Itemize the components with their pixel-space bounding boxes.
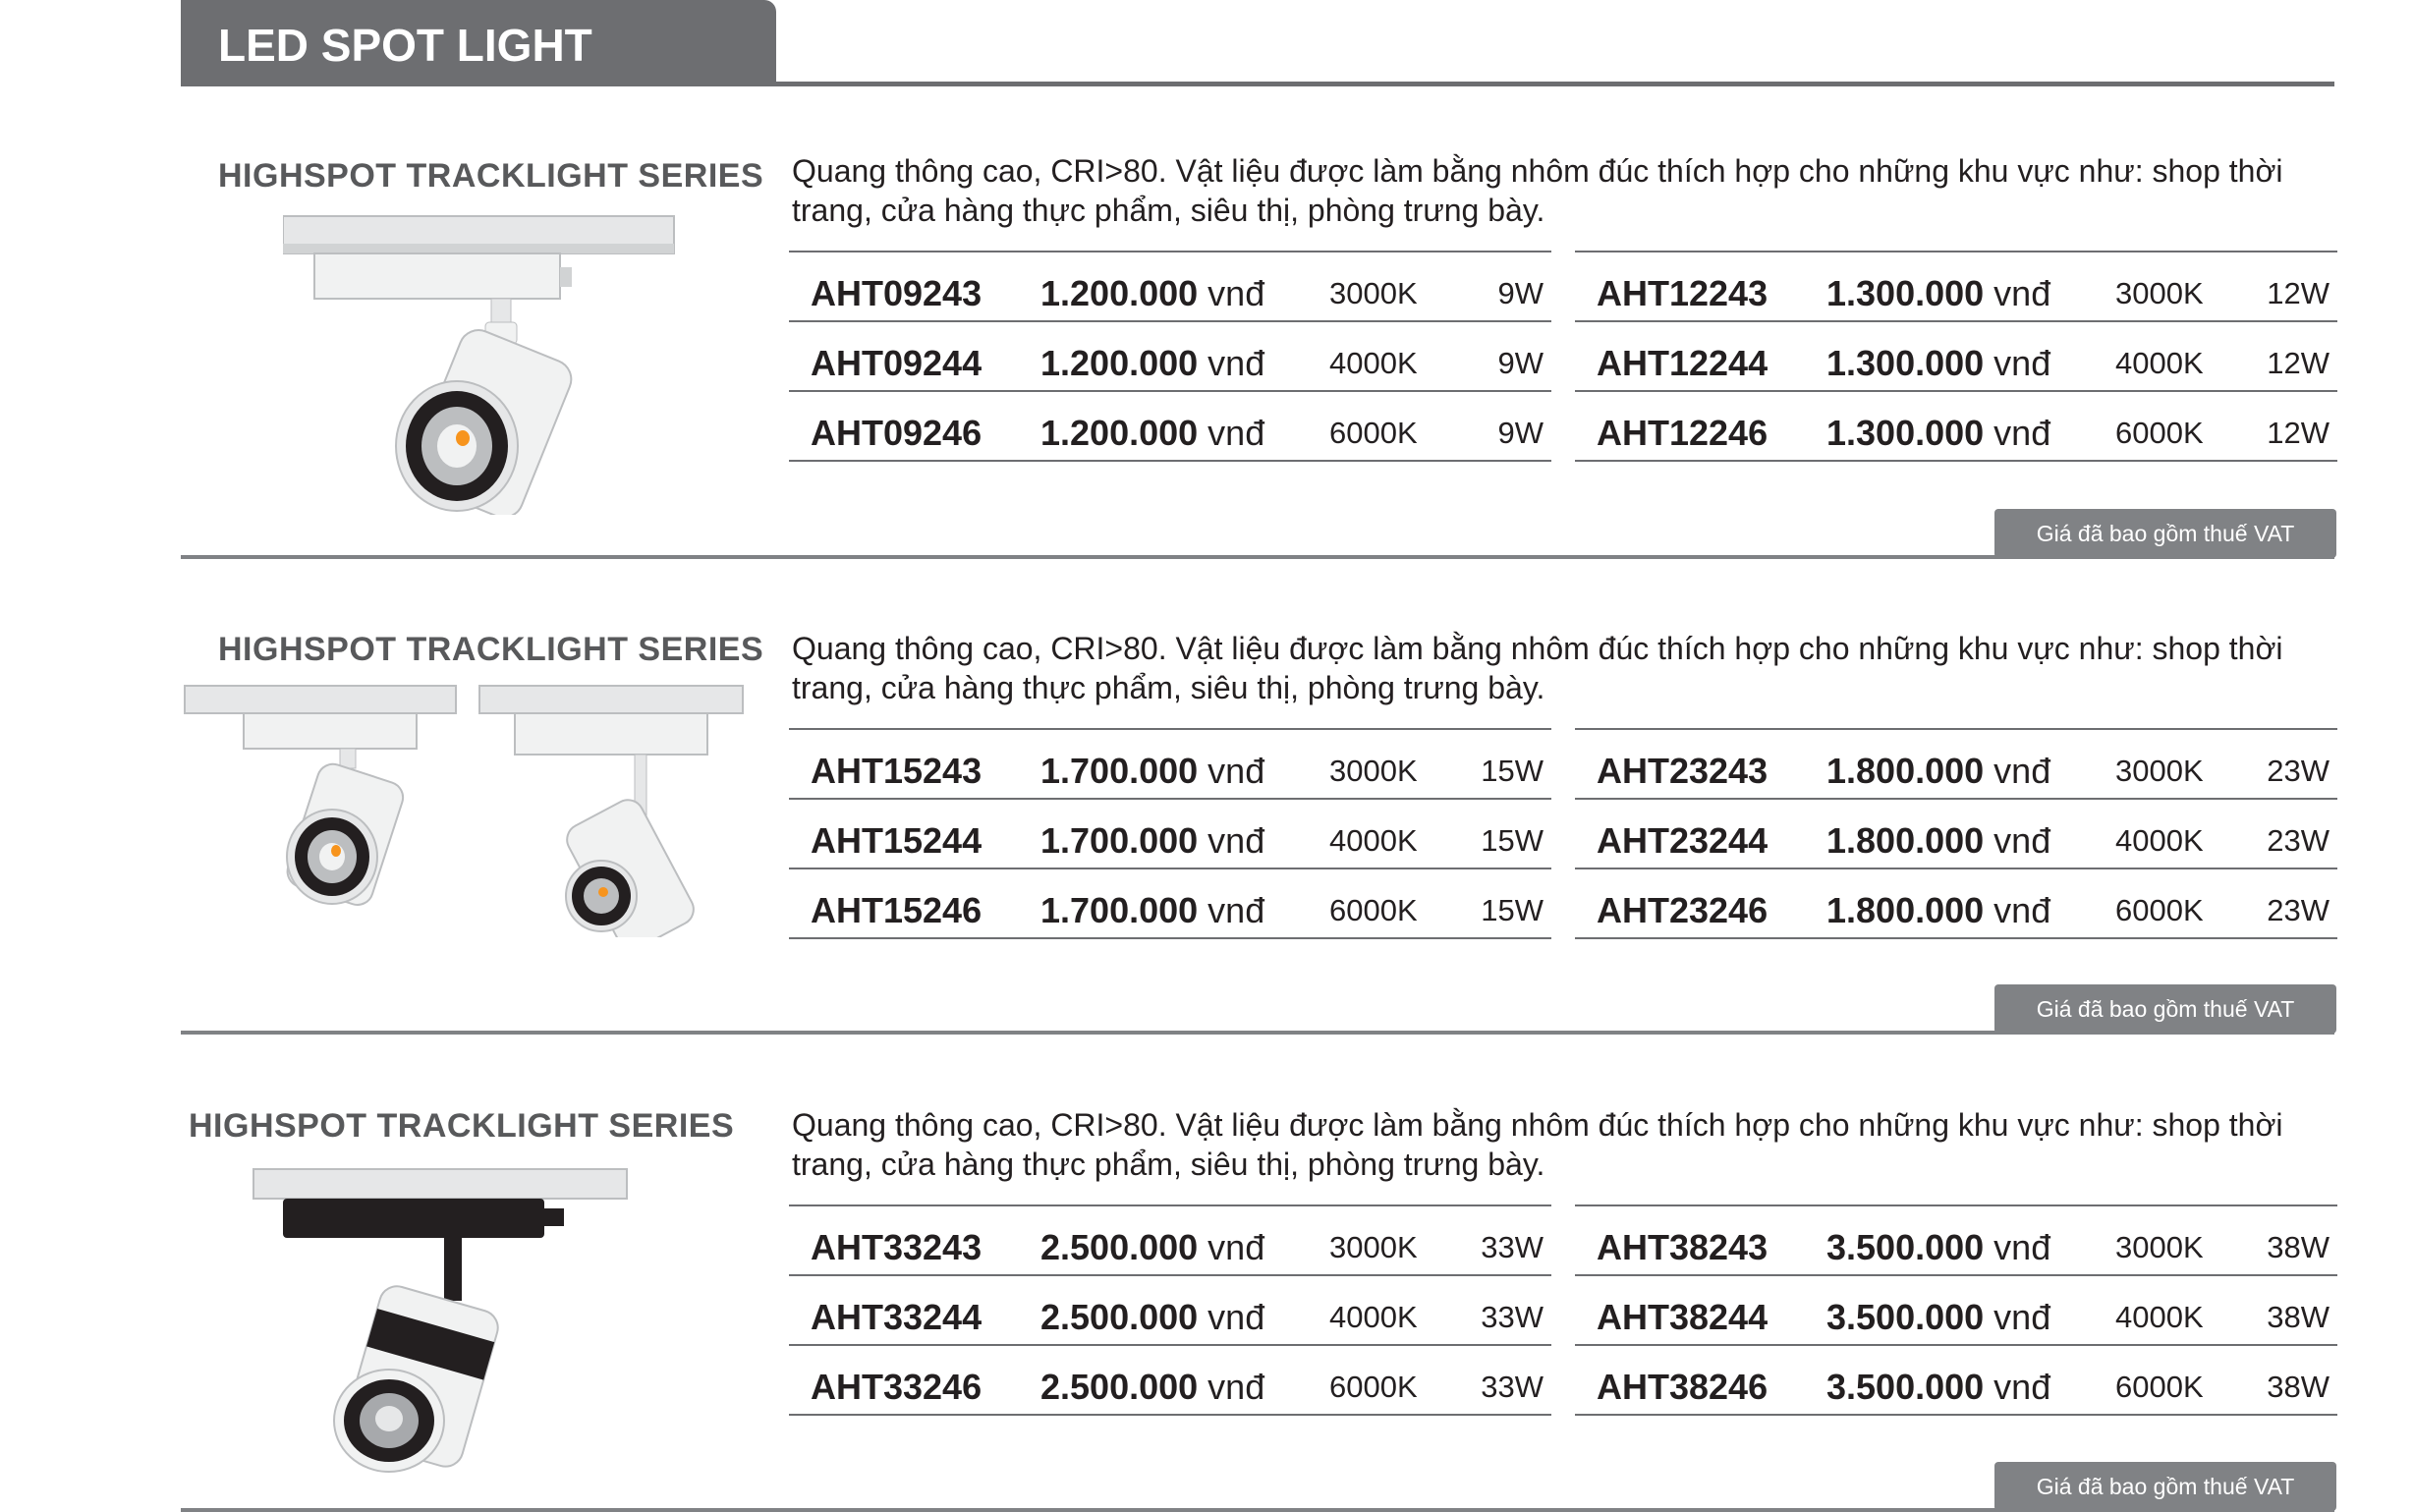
wattage: 38W — [2267, 1230, 2330, 1264]
white-tracklight-pair-image — [183, 682, 745, 937]
price-unit: vnđ — [1993, 890, 2051, 930]
color-temperature: 4000K — [1329, 823, 1418, 858]
product-price — [1826, 1227, 2050, 1268]
color-temperature: 6000K — [2115, 893, 2204, 927]
price-value: 1.200.000 — [1040, 273, 1199, 313]
color-temperature: 3000K — [1329, 754, 1418, 788]
section-divider — [181, 1031, 2334, 1035]
table-row — [789, 1346, 1551, 1416]
price-table-right — [1575, 728, 2337, 939]
color-temperature: 3000K — [2115, 754, 2204, 788]
series-description: Quang thông cao, CRI>80. Vật liệu được làm bằng nhôm đúc thích hợp cho những khu vực như: shop thời trang, cửa hàng thực phẩm, siêu thị, phòng trưng bày. — [792, 153, 2283, 228]
black-white-tracklight-image — [252, 1165, 631, 1476]
table-row — [1575, 1206, 2337, 1276]
price-value: 3.500.000 — [1826, 1367, 1985, 1407]
price-unit: vnđ — [1207, 1227, 1265, 1267]
product-price — [1040, 820, 1264, 862]
product-code: AHT23246 — [1597, 890, 1768, 930]
price-unit: vnđ — [1207, 1367, 1265, 1407]
price-value: 1.300.000 — [1826, 413, 1985, 453]
vat-note-badge: Giá đã bao gồm thuế VAT — [1994, 1462, 2336, 1511]
wattage: 15W — [1481, 754, 1544, 788]
price-unit: vnđ — [1207, 751, 1265, 791]
price-unit: vnđ — [1993, 343, 2051, 383]
color-temperature: 4000K — [1329, 346, 1418, 380]
wattage: 15W — [1481, 823, 1544, 858]
wattage: 9W — [1497, 276, 1544, 310]
color-temperature: 3000K — [1329, 1230, 1418, 1264]
table-row — [1575, 869, 2337, 939]
price-value: 1.700.000 — [1040, 820, 1199, 861]
price-value: 1.300.000 — [1826, 273, 1985, 313]
product-price — [1826, 820, 2050, 862]
wattage: 12W — [2267, 346, 2330, 380]
price-unit: vnđ — [1993, 1227, 2051, 1267]
series-title: HIGHSPOT TRACKLIGHT SERIES — [218, 631, 764, 668]
section-divider — [181, 1508, 2334, 1512]
color-temperature: 6000K — [1329, 1370, 1418, 1404]
product-code: AHT09246 — [811, 413, 982, 453]
color-temperature: 6000K — [2115, 1370, 2204, 1404]
table-row — [1575, 1276, 2337, 1346]
product-code: AHT33243 — [811, 1227, 982, 1267]
product-code: AHT38243 — [1597, 1227, 1768, 1267]
price-unit: vnđ — [1993, 751, 2051, 791]
product-code: AHT12243 — [1597, 273, 1768, 313]
wattage: 38W — [2267, 1370, 2330, 1404]
price-table-left — [789, 1204, 1551, 1416]
price-value: 1.800.000 — [1826, 751, 1985, 791]
product-price — [1826, 1297, 2050, 1338]
price-unit: vnđ — [1207, 890, 1265, 930]
wattage: 9W — [1497, 346, 1544, 380]
product-price — [1826, 890, 2050, 931]
section-divider — [181, 555, 2334, 559]
vat-note-badge: Giá đã bao gồm thuế VAT — [1994, 509, 2336, 558]
price-unit: vnđ — [1993, 273, 2051, 313]
wattage: 15W — [1481, 893, 1544, 927]
table-row — [789, 730, 1551, 800]
vat-note-badge: Giá đã bao gồm thuế VAT — [1994, 984, 2336, 1034]
product-code: AHT38244 — [1597, 1297, 1768, 1337]
wattage: 12W — [2267, 416, 2330, 450]
color-temperature: 6000K — [1329, 893, 1418, 927]
series-description: Quang thông cao, CRI>80. Vật liệu được làm bằng nhôm đúc thích hợp cho những khu vực như: shop thời trang, cửa hàng thực phẩm, siêu thị, phòng trưng bày. — [792, 631, 2283, 705]
price-value: 1.700.000 — [1040, 890, 1199, 930]
price-unit: vnđ — [1993, 1367, 2051, 1407]
price-table-right — [1575, 1204, 2337, 1416]
price-unit: vnđ — [1207, 413, 1265, 453]
product-price — [1040, 1227, 1264, 1268]
product-price — [1040, 751, 1264, 792]
wattage: 33W — [1481, 1370, 1544, 1404]
price-value: 1.800.000 — [1826, 820, 1985, 861]
color-temperature: 6000K — [1329, 416, 1418, 450]
product-price — [1040, 1367, 1264, 1408]
product-code: AHT23243 — [1597, 751, 1768, 791]
product-code: AHT23244 — [1597, 820, 1768, 861]
price-unit: vnđ — [1207, 343, 1265, 383]
product-code: AHT15244 — [811, 820, 982, 861]
table-row — [789, 869, 1551, 939]
color-temperature: 4000K — [2115, 823, 2204, 858]
price-table-left — [789, 728, 1551, 939]
product-code: AHT15243 — [811, 751, 982, 791]
series-title: HIGHSPOT TRACKLIGHT SERIES — [218, 157, 764, 195]
price-value: 2.500.000 — [1040, 1297, 1199, 1337]
product-price — [1040, 890, 1264, 931]
product-price — [1826, 1367, 2050, 1408]
price-value: 2.500.000 — [1040, 1227, 1199, 1267]
price-value: 2.500.000 — [1040, 1367, 1199, 1407]
price-unit: vnđ — [1207, 1297, 1265, 1337]
color-temperature: 4000K — [2115, 346, 2204, 380]
wattage: 23W — [2267, 893, 2330, 927]
price-value: 3.500.000 — [1826, 1297, 1985, 1337]
product-code: AHT12244 — [1597, 343, 1768, 383]
series-title: HIGHSPOT TRACKLIGHT SERIES — [189, 1107, 735, 1145]
price-value: 3.500.000 — [1826, 1227, 1985, 1267]
price-unit: vnđ — [1993, 1297, 2051, 1337]
table-row — [1575, 1346, 2337, 1416]
color-temperature: 4000K — [2115, 1300, 2204, 1334]
table-row — [789, 800, 1551, 869]
product-code: AHT33244 — [811, 1297, 982, 1337]
wattage: 23W — [2267, 823, 2330, 858]
product-price — [1826, 751, 2050, 792]
table-row — [1575, 800, 2337, 869]
color-temperature: 6000K — [2115, 416, 2204, 450]
price-value: 1.800.000 — [1826, 890, 1985, 930]
product-code: AHT12246 — [1597, 413, 1768, 453]
table-row — [789, 1206, 1551, 1276]
price-value: 1.200.000 — [1040, 343, 1199, 383]
color-temperature: 3000K — [1329, 276, 1418, 310]
color-temperature: 4000K — [1329, 1300, 1418, 1334]
wattage: 23W — [2267, 754, 2330, 788]
price-value: 1.300.000 — [1826, 343, 1985, 383]
wattage: 33W — [1481, 1230, 1544, 1264]
wattage: 9W — [1497, 416, 1544, 450]
product-code: AHT09243 — [811, 273, 982, 313]
page-title: LED SPOT LIGHT — [181, 0, 776, 83]
price-value: 1.700.000 — [1040, 751, 1199, 791]
wattage: 38W — [2267, 1300, 2330, 1334]
price-unit: vnđ — [1993, 413, 2051, 453]
table-row — [1575, 730, 2337, 800]
price-value: 1.200.000 — [1040, 413, 1199, 453]
price-unit: vnđ — [1993, 820, 2051, 861]
product-price — [1040, 1297, 1264, 1338]
wattage: 12W — [2267, 276, 2330, 310]
product-code: AHT09244 — [811, 343, 982, 383]
price-unit: vnđ — [1207, 820, 1265, 861]
series-description: Quang thông cao, CRI>80. Vật liệu được làm bằng nhôm đúc thích hợp cho những khu vực như: shop thời trang, cửa hàng thực phẩm, siêu thị, phòng trưng bày. — [792, 1107, 2283, 1182]
color-temperature: 3000K — [2115, 276, 2204, 310]
price-unit: vnđ — [1207, 273, 1265, 313]
color-temperature: 3000K — [2115, 1230, 2204, 1264]
product-code: AHT38246 — [1597, 1367, 1768, 1407]
product-code: AHT33246 — [811, 1367, 982, 1407]
product-code: AHT15246 — [811, 890, 982, 930]
wattage: 33W — [1481, 1300, 1544, 1334]
table-row — [789, 1276, 1551, 1346]
